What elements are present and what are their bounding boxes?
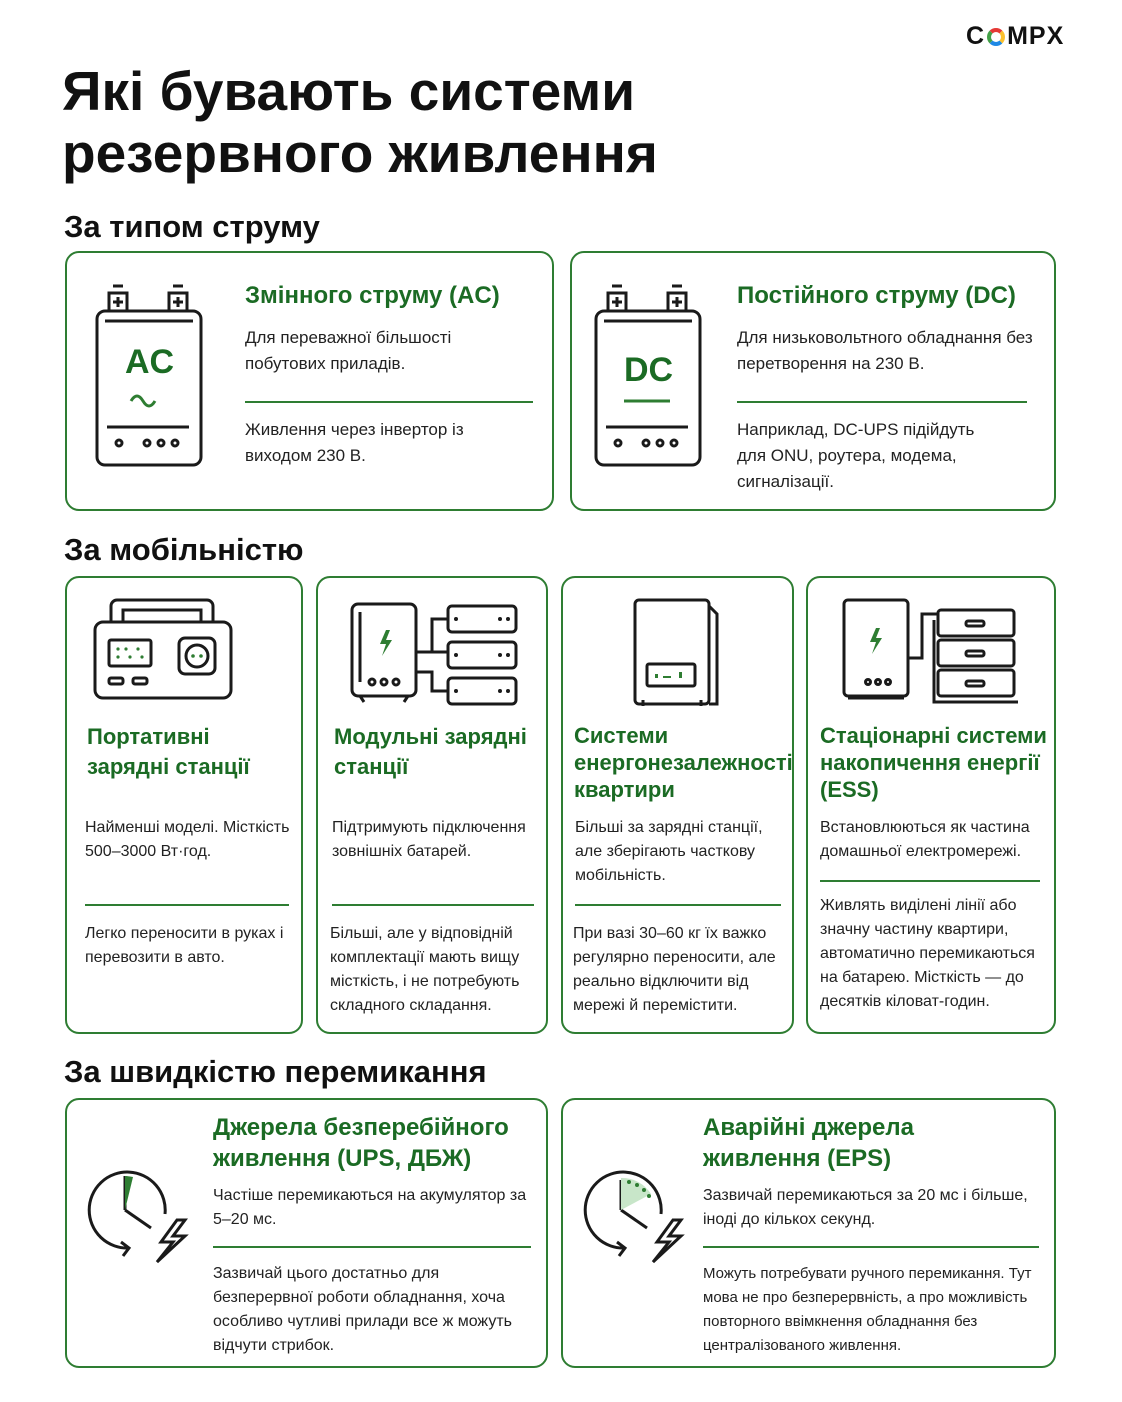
dc-badge: DC: [624, 351, 674, 389]
card-ac: [65, 251, 554, 511]
card-ups: [65, 1098, 548, 1368]
divider: [245, 401, 533, 403]
divider: [820, 880, 1040, 882]
card-text-modular-1: Підтримують підключення зовнішніх батарей.: [332, 819, 526, 860]
card-text-portable-2: Легко переносити в руках і перевозити в авто.: [85, 925, 284, 966]
section-heading-mobility: За мобільністю: [64, 532, 304, 567]
card-text-apartment-1: Більші за зарядні станції, але зберігають часткову мобільність.: [575, 819, 763, 884]
ups-switch-clock-icon: [81, 1166, 191, 1266]
card-eps: [561, 1098, 1056, 1368]
eps-switch-clock-icon: [577, 1166, 687, 1266]
apartment-system-icon: [633, 598, 723, 710]
section-heading-current: За типом струму: [64, 209, 320, 244]
divider: [85, 904, 289, 906]
card-text-portable-1: Найменші моделі. Місткість 500–3000 Вт·год.: [85, 819, 290, 860]
card-text-apartment-2: При вазі 30–60 кг їх важко регулярно переносити, але реально відключити від мережі й перемістити.: [573, 925, 776, 1014]
logo-ring-icon: [987, 28, 1005, 46]
card-title-apartment: Системи енергонезалежності квартири: [574, 723, 793, 802]
card-portable: [65, 576, 303, 1034]
card-text-dc-1: Для низьковольтного обладнання без перетворення на 230 В.: [737, 328, 1033, 373]
card-text-eps-2: Можуть потребувати ручного перемикання. Тут мова не про безперервність, а про можливість повторного ввімкнення обладнання без централізованого живлення.: [703, 1265, 1032, 1354]
modular-station-icon: [350, 602, 520, 708]
card-title-ups: Джерела безперебійного живлення (UPS, ДБЖ): [213, 1114, 509, 1172]
portable-station-icon: [93, 598, 233, 700]
card-title-ac: Змінного струму (AC): [245, 282, 500, 309]
divider: [213, 1246, 531, 1248]
card-modular: [316, 576, 548, 1034]
ess-system-icon: [842, 598, 1018, 708]
card-text-ac-1: Для переважної більшості побутових приладів.: [245, 328, 452, 373]
card-title-portable: Портативні зарядні станції: [87, 724, 250, 779]
card-ess: [806, 576, 1056, 1034]
card-text-eps-1: Зазвичай перемикаються за 20 мс і більше, іноді до кількох секунд.: [703, 1187, 1028, 1228]
divider: [332, 904, 534, 906]
card-text-ess-1: Встановлюються як частина домашньої електромережі.: [820, 819, 1030, 860]
card-title-dc: Постійного струму (DC): [737, 282, 1016, 309]
section-heading-speed: За швидкістю перемикання: [64, 1054, 487, 1089]
card-title-eps: Аварійні джерела живлення (EPS): [703, 1114, 914, 1172]
card-title-modular: Модульні зарядні станції: [334, 724, 527, 779]
card-text-ess-2: Живлять виділені лінії або значну частину квартири, автоматично перемикаються на батарею. Місткість — до десятків кіловат-годин.: [820, 897, 1035, 1010]
card-text-ac-2: Живлення через інвертор із виходом 230 В.: [245, 420, 464, 465]
card-title-ess: Стаціонарні системи накопичення енергії (ESS): [820, 723, 1047, 802]
brand-logo: C MPX: [966, 22, 1065, 50]
card-text-ups-2: Зазвичай цього достатньо для безперервної роботи обладнання, хоча особливо чутливі прилади все ж можуть відчути стрибок.: [213, 1265, 512, 1354]
card-apartment: [561, 576, 794, 1034]
card-dc: [570, 251, 1056, 511]
divider: [737, 401, 1027, 403]
ac-badge: AC: [125, 343, 175, 381]
card-text-dc-2: Наприклад, DC-UPS підійдуть для ONU, роутера, модема, сигналізації.: [737, 420, 975, 491]
card-text-modular-2: Більші, але у відповідній комплектації мають вищу місткість, і не потребують складного складання.: [330, 925, 520, 1014]
divider: [703, 1246, 1039, 1248]
page-title: Які бувають системи резервного живлення: [62, 60, 658, 184]
divider: [575, 904, 781, 906]
card-text-ups-1: Частіше перемикаються на акумулятор за 5–20 мс.: [213, 1187, 527, 1228]
